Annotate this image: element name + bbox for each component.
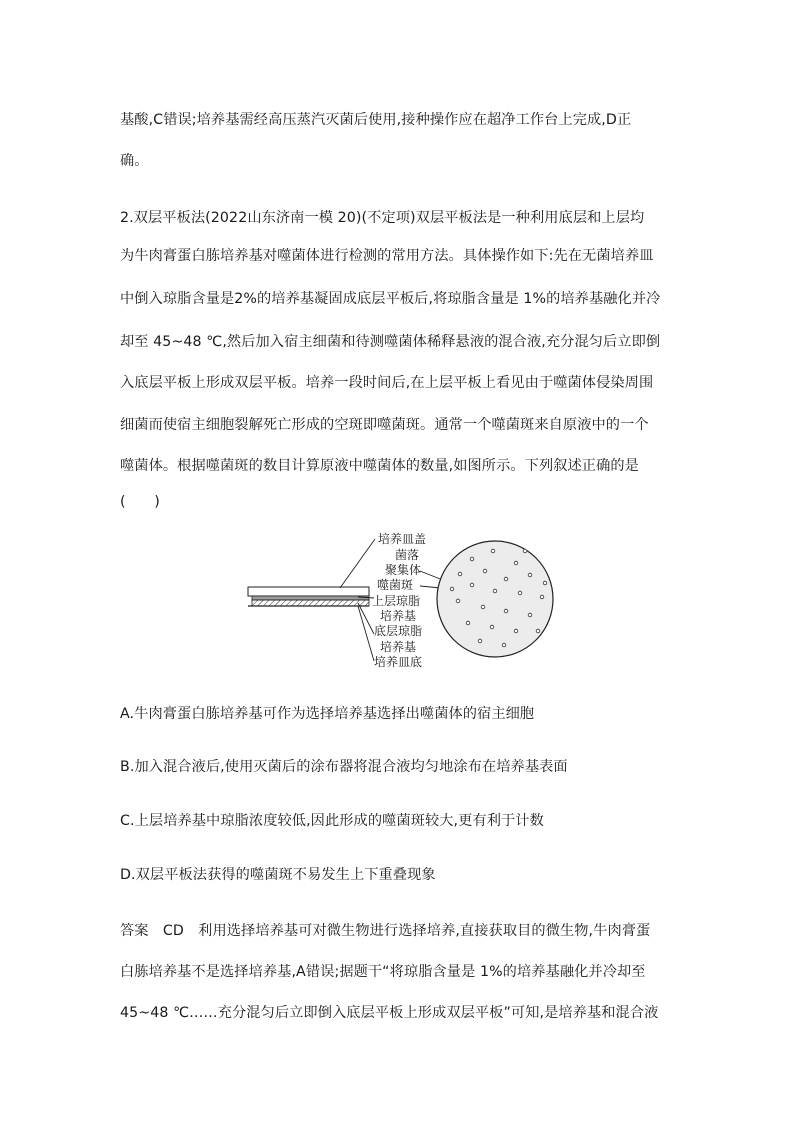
double-layer-plate-figure (240, 527, 560, 677)
option-a: A.牛肉膏蛋白胨培养基可作为选择培养基选择出噬菌体的宿主细胞 (120, 706, 535, 722)
question-line-7: 噬菌体。根据噬菌斑的数目计算原液中噬菌体的数量,如图所示。下列叙述正确的是 (120, 458, 639, 474)
answer-line-2: 白胨培养基不是选择培养基,A错误;据题干“将琼脂含量是 1%的培养基融化并冷却至 (120, 964, 646, 980)
label-lower-medium: 培养基 (380, 640, 417, 654)
label-upper-agar: 上层琼脂 (372, 594, 421, 608)
question-line-6: 细菌而使宿主细胞裂解死亡形成的空斑即噬菌斑。通常一个噬菌斑来自原液中的一个 (120, 417, 649, 433)
question-line-3: 中倒入琼脂含量是2%的培养基凝固成底层平板后,将琼脂含量是 1%的培养基融化并冷 (120, 291, 661, 307)
answer-line-1: 答案 CD 利用选择培养基可对微生物进行选择培养,直接获取目的微生物,牛肉膏蛋 (120, 923, 651, 939)
dish-lid-shape (248, 587, 369, 596)
option-c: C.上层培养基中琼脂浓度较低,因此形成的噬菌斑较大,更有利于计数 (120, 813, 544, 829)
text-line-2: 确。 (120, 153, 149, 169)
label-colony: 菌落 (395, 548, 420, 562)
answer-blank: ( ) (120, 494, 160, 510)
answer-line-3: 45~48 ℃……充分混匀后立即倒入底层平板上形成双层平板”可知,是培养基和混合液 (120, 1005, 659, 1021)
option-d: D.双层平板法获得的噬菌斑不易发生上下重叠现象 (120, 867, 436, 883)
label-upper-medium: 培养基 (380, 609, 417, 623)
question-line-5: 入底层平板上形成双层平板。培养一段时间后,在上层平板上看见由于噬菌体侵染周围 (120, 375, 654, 391)
text-line-1: 基酸,C错误;培养基需经高压蒸汽灭菌后使用,接种操作应在超净工作台上完成,D正 (120, 112, 632, 128)
option-b: B.加入混合液后,使用灭菌后的涂布器将混合液均匀地涂布在培养基表面 (120, 759, 568, 775)
dish-top-view (437, 541, 553, 657)
dish-side-view (248, 587, 369, 606)
label-plaque: 噬菌斑 (377, 578, 414, 592)
plate-diagram (240, 527, 560, 677)
question-line-4: 却至 45~48 ℃,然后加入宿主细菌和待测噬菌体稀释悬液的混合液,充分混匀后立即倒 (120, 334, 661, 350)
upper-agar-layer (252, 596, 369, 600)
question-line-1: 2.双层平板法(2022山东济南一模 20)(不定项)双层平板法是一种利用底层和上层均 (120, 210, 645, 226)
label-dish-lid: 培养皿盖 (378, 532, 427, 546)
lower-agar-layer (252, 600, 369, 606)
label-lower-agar: 底层琼脂 (374, 624, 423, 638)
question-line-2: 为牛肉膏蛋白胨培养基对噬菌体进行检测的常用方法。具体操作如下:先在无菌培养皿 (120, 248, 654, 264)
label-aggregate: 聚集体 (385, 563, 422, 577)
label-dish-bottom: 培养皿底 (374, 655, 423, 669)
